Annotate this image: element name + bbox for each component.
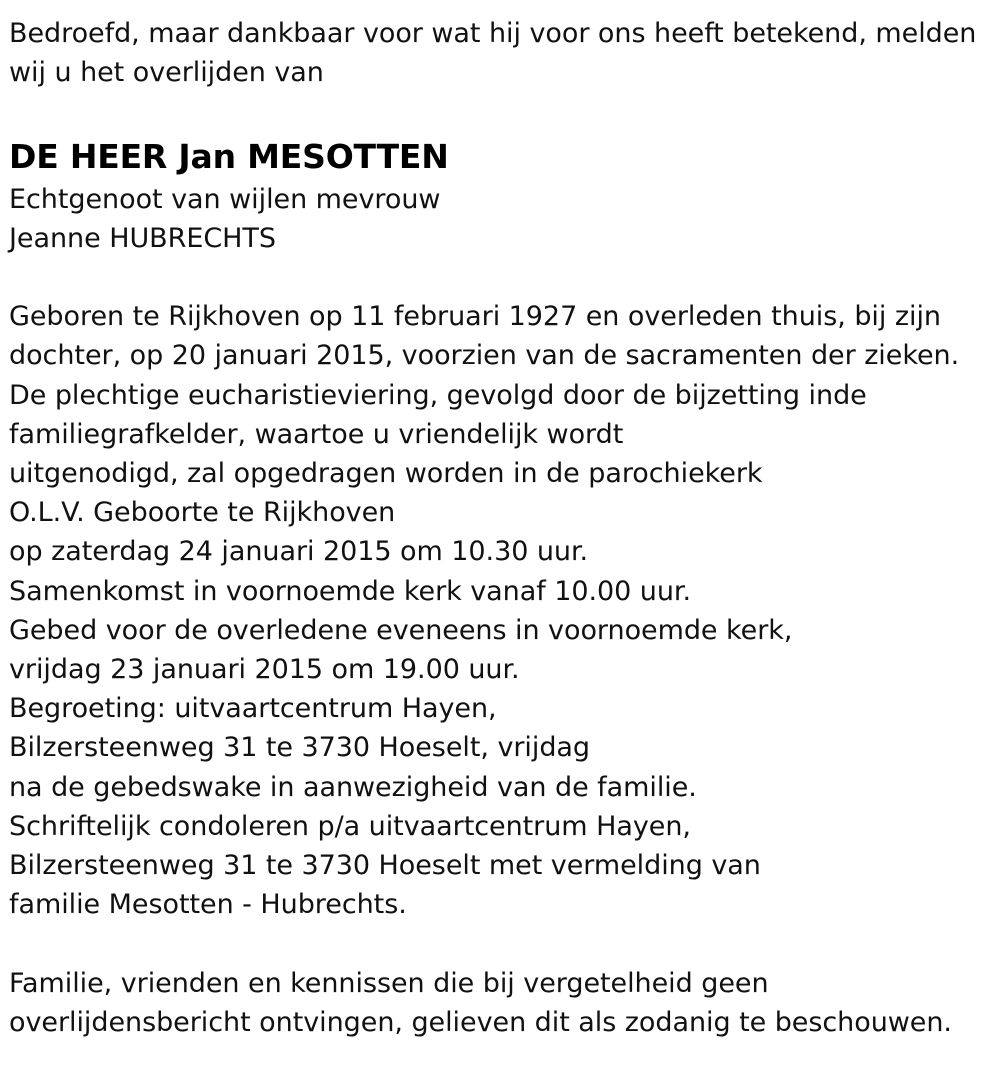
deceased-relation-line: Echtgenoot van wijlen mevrouw: [9, 183, 441, 215]
body-line: vrijdag 23 januari 2015 om 19.00 uur.: [9, 654, 520, 686]
body-line: Geboren te Rijkhoven op 11 februari 1927 en overleden thuis, bij zijn: [9, 301, 941, 333]
closing-line: overlijdensbericht ontvingen, gelieven dit als zodanig te beschouwen.: [9, 1006, 952, 1038]
body-line: O.L.V. Geboorte te Rijkhoven: [9, 497, 396, 529]
body-line: Begroeting: uitvaartcentrum Hayen,: [9, 693, 497, 725]
intro-line: Bedroefd, maar dankbaar voor wat hij voor ons heeft betekend, melden: [9, 18, 977, 49]
deceased-block: [9, 134, 994, 258]
closing-paragraph: [9, 964, 994, 1042]
body-line: na de gebedswake in aanwezigheid van de familie.: [9, 771, 697, 803]
body-line: Samenkomst in voornoemde kerk vanaf 10.00 uur.: [9, 575, 692, 607]
paragraph-spacer: [9, 924, 994, 963]
body-line: Bilzersteenweg 31 te 3730 Hoeselt, vrijdag: [9, 732, 590, 764]
intro-paragraph: [9, 14, 994, 92]
body-line: De plechtige eucharistieviering, gevolgd door de bijzetting inde: [9, 379, 867, 411]
body-line: Schriftelijk condoleren p/a uitvaartcentrum Hayen,: [9, 810, 691, 842]
closing-line: Familie, vrienden en kennissen die bij vergetelheid geen: [9, 967, 769, 999]
body-line: uitgenodigd, zal opgedragen worden in de parochiekerk: [9, 458, 763, 489]
paragraph-spacer: [9, 258, 994, 297]
deceased-name: DE HEER Jan MESOTTEN: [9, 136, 449, 176]
body-line: familiegrafkelder, waartoe u vriendelijk wordt: [9, 418, 624, 450]
intro-line: wij u het overlijden van: [9, 57, 324, 89]
body-line: Gebed voor de overledene eveneens in voornoemde kerk,: [9, 614, 793, 646]
body-line: op zaterdag 24 januari 2015 om 10.30 uur.: [9, 536, 589, 568]
deceased-relation-line: Jeanne HUBRECHTS: [9, 222, 276, 254]
paragraph-spacer: [9, 92, 994, 131]
body-line: Bilzersteenweg 31 te 3730 Hoeselt met vermelding van: [9, 850, 761, 882]
body-paragraph: [9, 297, 994, 924]
body-line: dochter, op 20 januari 2015, voorzien van de sacramenten der zieken.: [9, 340, 960, 372]
body-line: familie Mesotten - Hubrechts.: [9, 889, 407, 921]
